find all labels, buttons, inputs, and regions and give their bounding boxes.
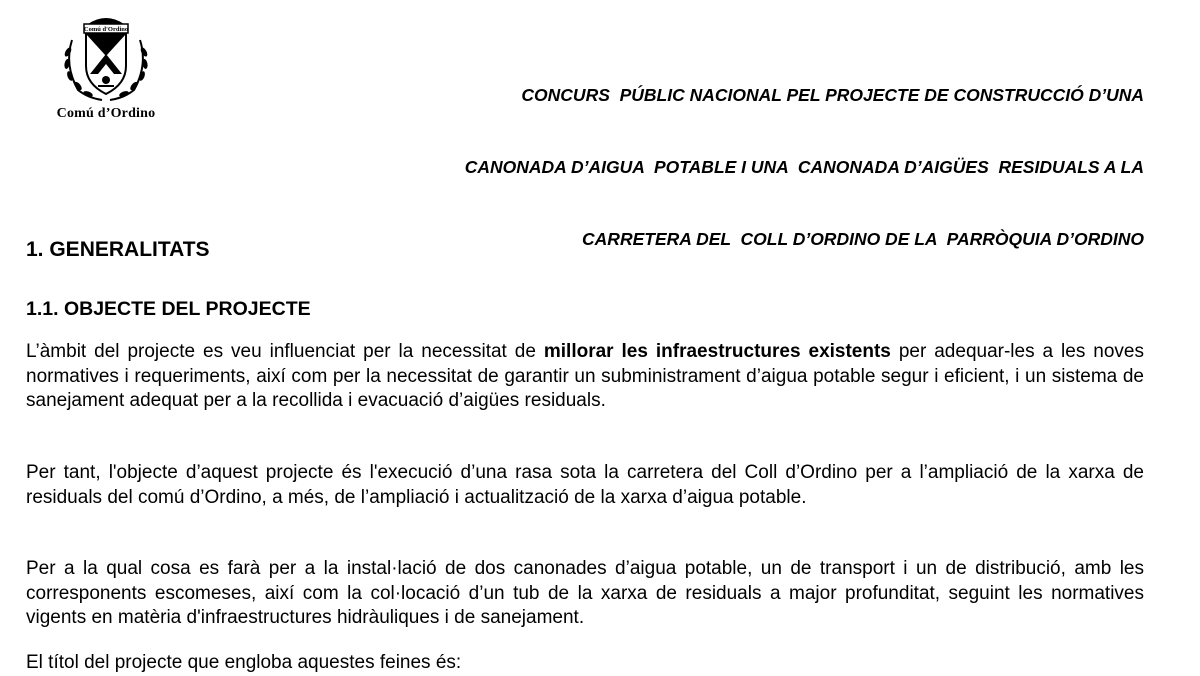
document-title-line-3: CARRETERA DEL COLL D’ORDINO DE LA PARRÒQUIA D’ORDINO: [582, 229, 1144, 249]
paragraph-installation: Per a la qual cosa es farà per a la instal·lació de dos canonades d’aigua potable, un de transport i un de distribució, amb les corresponents escomeses, així com la col·locació d’un tub de la xarxa de residuals a major profunditat, seguint les normatives vigents en matèria d'infraestructures hidràuliques i de sanejament.: [26, 558, 1144, 628]
document-title-line-2: CANONADA D’AIGUA POTABLE I UNA CANONADA D’AIGÜES RESIDUALS A LA: [464, 157, 1144, 177]
document-title-line-1: CONCURS PÚBLIC NACIONAL PEL PROJECTE DE CONSTRUCCIÓ D’UNA: [521, 85, 1144, 105]
comu-ordino-logo: [36, 10, 176, 126]
paragraph-scope: [26, 340, 1144, 414]
paragraph-scope-emphasis: millorar les infraestructures existents: [543, 341, 891, 362]
logo-banner-text: Comú d'Ordino: [83, 26, 129, 33]
coat-of-arms-icon: [58, 10, 154, 102]
paragraph-scope-start: L’àmbit del projecte es veu influenciat per la necessitat de: [26, 341, 544, 362]
subsection-heading: 1.1. OBJECTE DEL PROJECTE: [26, 298, 311, 320]
document-title: [465, 35, 1144, 275]
paragraph-project-title-intro: El títol del projecte que engloba aquestes feines és:: [26, 652, 462, 673]
section-heading: 1. GENERALITATS: [26, 238, 210, 261]
paragraph-scope-end: per adequar-les a les noves normatives i requeriments, així com per la necessitat de garantir un subministrament d’aigua potable segur i eficient, i un sistema de sanejament adequat per a la recollida i evacuació d’aigües residuals.: [26, 341, 1144, 411]
logo-caption: Comú d’Ordino: [56, 106, 156, 121]
paragraph-objective: Per tant, l'objecte d’aquest projecte és l'execució d’una rasa sota la carretera del Coll d’Ordino per a l’ampliació de la xarxa de residuals del comú d’Ordino, a més, de l’ampliació i actualització de la xarxa d’aigua potable.: [26, 462, 1144, 508]
